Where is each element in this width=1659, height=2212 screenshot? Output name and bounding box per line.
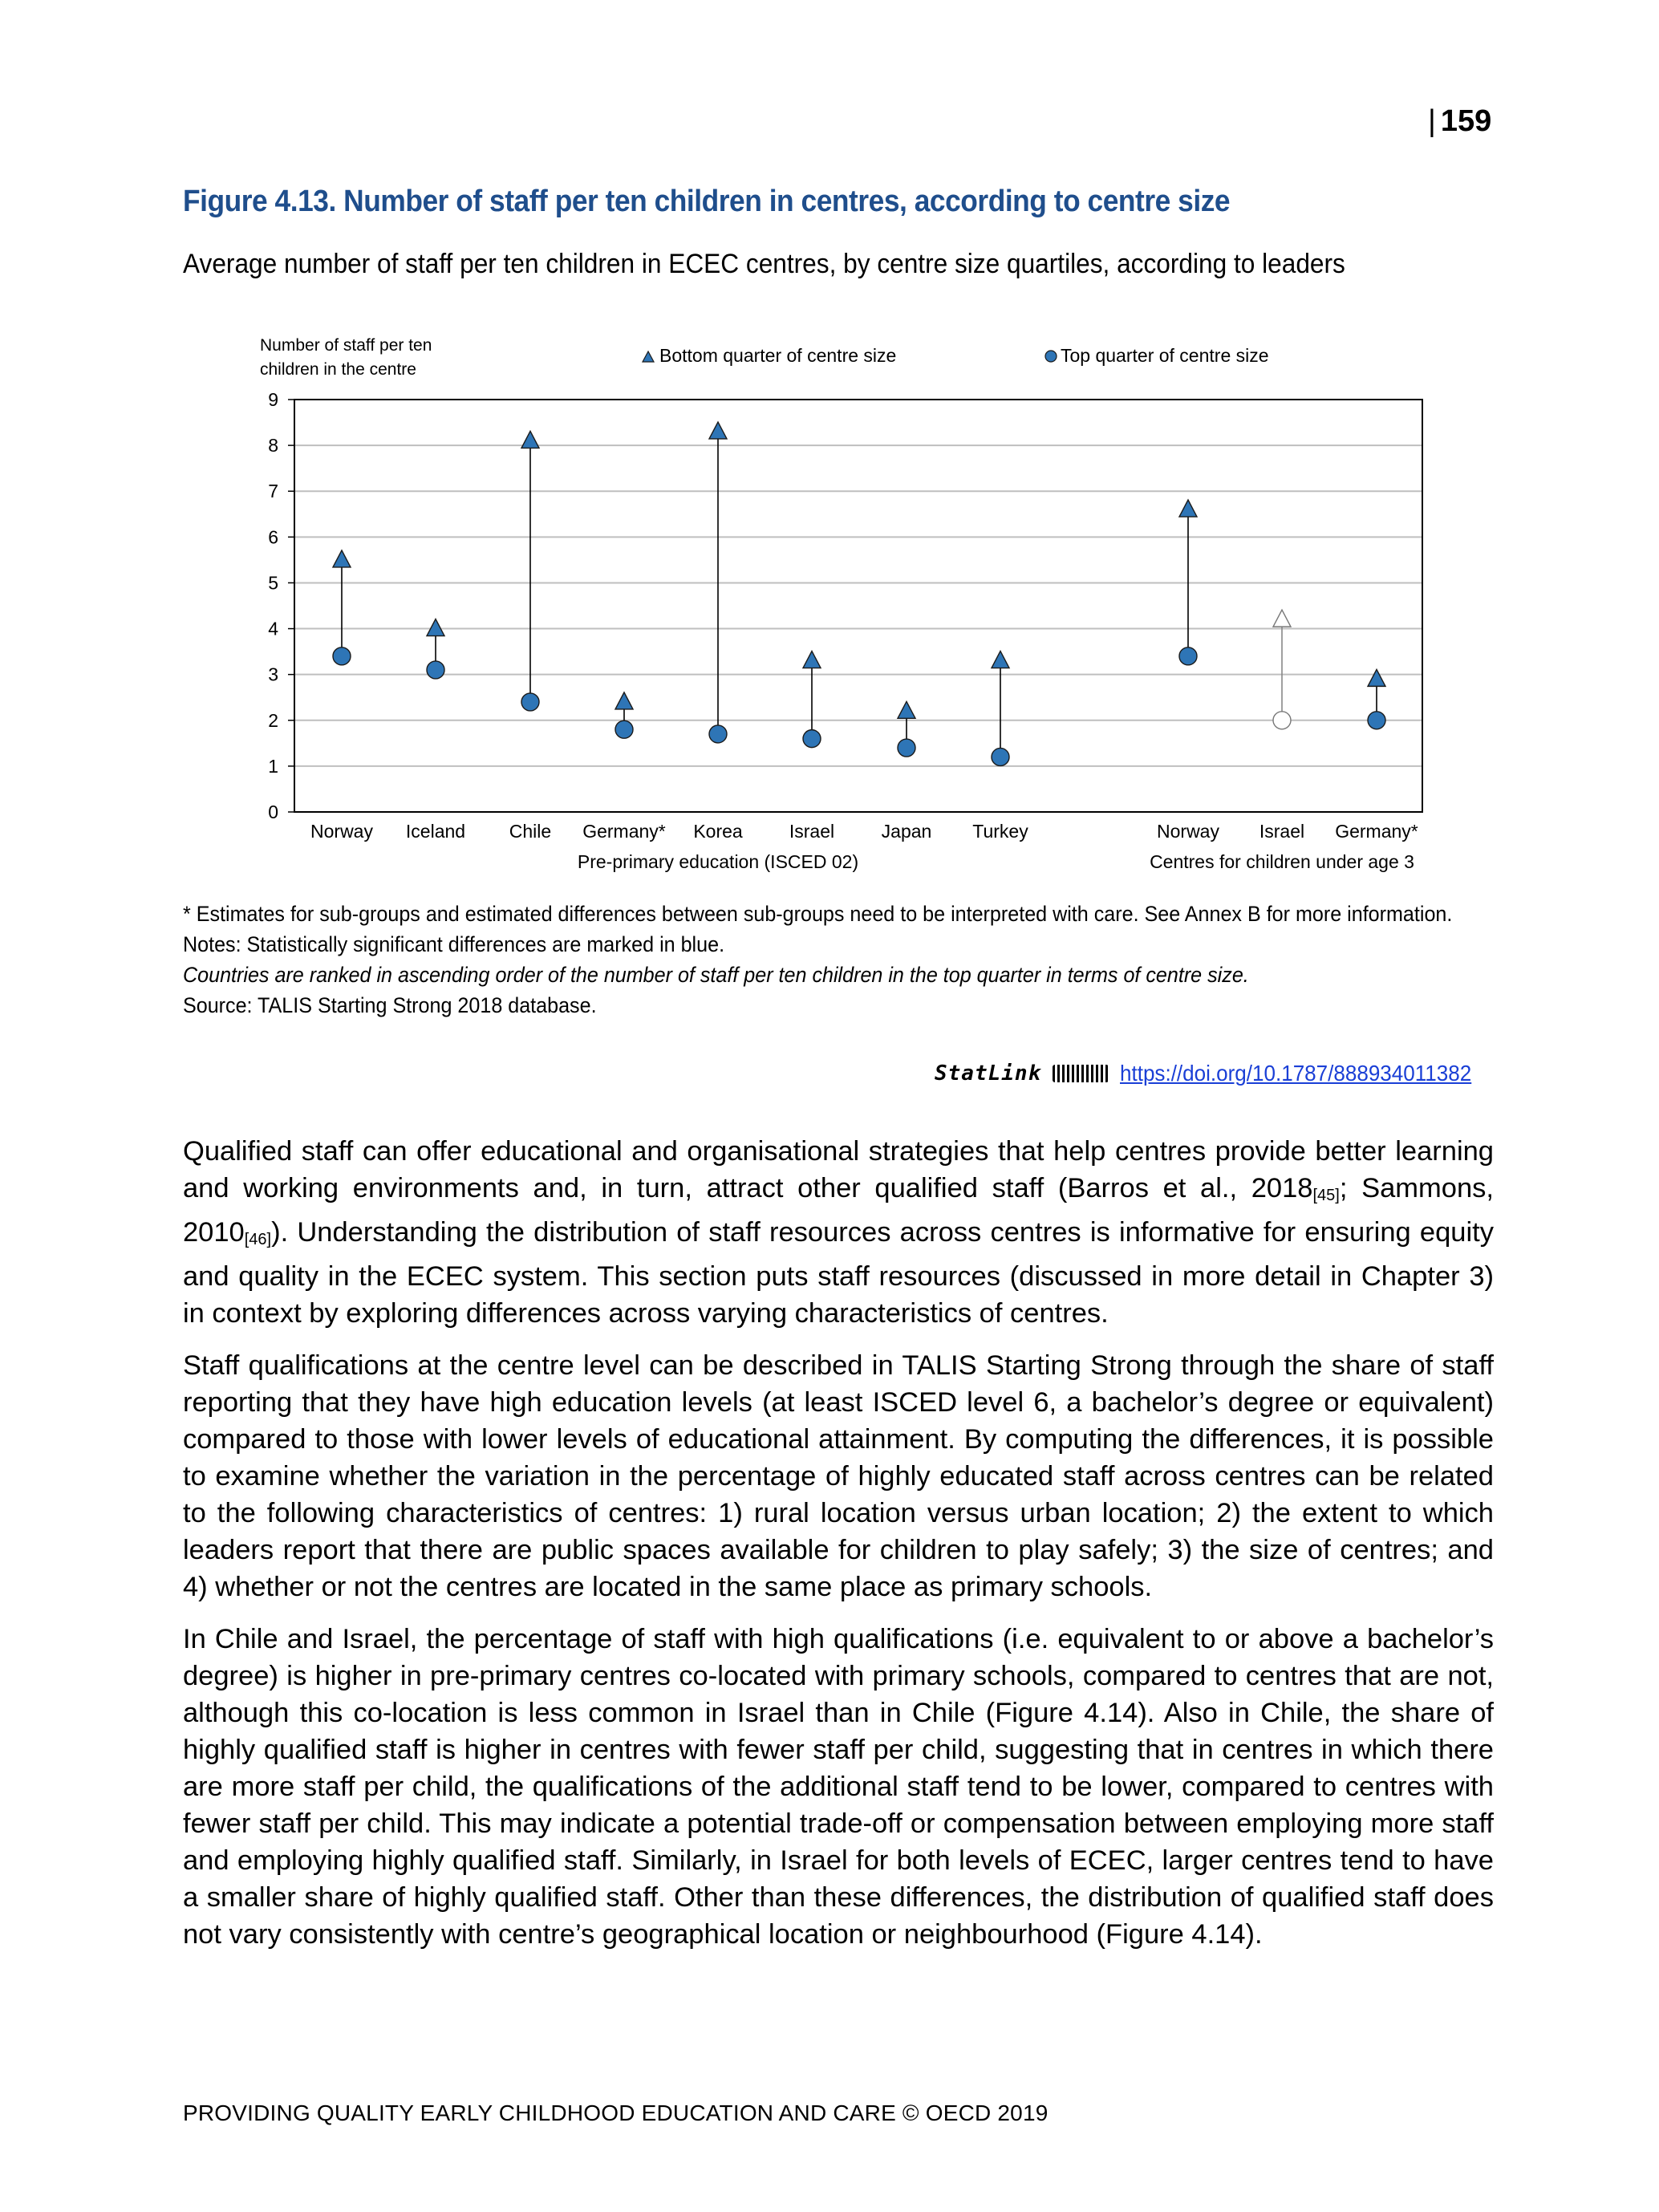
- top-quarter-marker: [1368, 712, 1385, 729]
- paragraph-3: In Chile and Israel, the percentage of staff with high qualifications (i.e. equivalent to or above a bachelor’s degree) is higher in pre-primary centres co-located with primary schools, compared to centres that are not, although this co-location is less common in Israel than in Chile (Figure 4.14). Also in Chile, the share of highly qualified staff is higher in centres with fewer staff per child, suggesting that in centres in which there are more staff per child, the qualifications of the additional staff tend to be lower, compared to centres with fewer staff per child. This may indicate a potential trade-off or compensation between employing more staff and employing highly qualified staff. Similarly, in Israel for both levels of ECEC, larger centres tend to have a smaller share of highly qualified staff. Other than these differences, the distribution of qualified staff does not vary consistently with centre’s geographical location or neighbourhood (Figure 4.14).: [183, 1624, 1494, 1950]
- body-text: [183, 1133, 1494, 1968]
- top-quarter-marker: [521, 693, 539, 711]
- x-tick-label: Germany*: [1335, 821, 1418, 842]
- y-tick-label: 5: [268, 572, 278, 594]
- legend-triangle-icon: [643, 351, 654, 362]
- x-tick-label: Korea: [693, 821, 743, 842]
- x-tick-label: Norway: [310, 821, 373, 842]
- paragraph-1: Qualified staff can offer educational and organisational strategies that help centres provide better learning and working environments and, in turn, attract other qualified staff (Barros et al., $2018_{[45]}$; Sammons, $2010_{[46]}$). Understanding the distribution of staff resources across centres is informative for ensuring equity and quality in the ECEC system. This section puts staff resources (discussed in more detail in Chapter 3) in context by exploring differences across varying characteristics of centres.: [183, 1136, 1494, 1329]
- x-tick-label: Turkey: [972, 821, 1028, 842]
- y-tick-label: 6: [268, 526, 278, 548]
- x-tick-label: Iceland: [405, 821, 466, 842]
- top-quarter-marker: [427, 661, 444, 679]
- top-quarter-marker: [1179, 647, 1197, 665]
- citation-ref[interactable]: [45]: [1312, 1187, 1340, 1204]
- y-tick-label: 9: [268, 389, 278, 410]
- figure-notes: [183, 899, 1659, 1021]
- y-axis-label: Number of staff per ten: [260, 336, 432, 355]
- staff-chart: [0, 0, 1659, 891]
- top-quarter-marker: [803, 730, 821, 748]
- top-quarter-marker: [898, 739, 915, 757]
- y-tick-label: 2: [268, 709, 278, 731]
- x-tick-label: Chile: [509, 821, 552, 842]
- y-tick-label: 3: [268, 664, 278, 685]
- bottom-quarter-marker: [803, 651, 821, 668]
- bottom-quarter-marker: [615, 692, 633, 709]
- y-axis-label: children in the centre: [260, 360, 416, 379]
- bottom-quarter-marker: [521, 431, 539, 448]
- group-label: Pre-primary education (ISCED 02): [577, 851, 859, 872]
- citation-ref[interactable]: [46]: [244, 1231, 272, 1248]
- legend-circle-icon: [1045, 351, 1057, 362]
- note-significance: Notes: Statistically significant differences are marked in blue.: [183, 932, 725, 956]
- group-label: Centres for children under age 3: [1150, 851, 1414, 872]
- top-quarter-marker: [992, 748, 1009, 765]
- plot-area: [294, 400, 1422, 812]
- legend-label: Bottom quarter of centre size: [659, 345, 897, 366]
- figure-title: Figure 4.13. Number of staff per ten children in centres, according to centre size: [183, 185, 1231, 218]
- y-tick-label: 7: [268, 481, 278, 502]
- top-quarter-marker: [709, 725, 727, 743]
- bottom-quarter-marker: [709, 422, 727, 439]
- legend-label: Top quarter of centre size: [1061, 345, 1269, 366]
- y-tick-label: 0: [268, 802, 278, 822]
- bottom-quarter-marker: [1368, 669, 1385, 686]
- bottom-quarter-marker: [1179, 500, 1197, 517]
- x-tick-label: Norway: [1157, 821, 1219, 842]
- statlink-logo: StatLink: [935, 1061, 1042, 1086]
- note-ranking: Countries are ranked in ascending order of the number of staff per ten children in the top quarter in terms of centre size.: [183, 963, 1249, 987]
- x-tick-label: Germany*: [582, 821, 666, 842]
- page-number: | 159: [1428, 104, 1492, 138]
- bottom-quarter-marker: [333, 550, 351, 567]
- bottom-quarter-marker: [992, 651, 1009, 668]
- statlink: [935, 1061, 1498, 1086]
- y-tick-label: 4: [268, 618, 278, 639]
- note-asterisk: * Estimates for sub-groups and estimated differences between sub-groups need to be interpreted with care. See Annex B for more information.: [183, 902, 1453, 926]
- bottom-quarter-marker: [1273, 610, 1291, 627]
- y-tick-label: 8: [268, 435, 278, 457]
- figure-subtitle: Average number of staff per ten children in ECEC centres, by centre size quartiles, according to leaders: [183, 249, 1345, 279]
- page-footer: PROVIDING QUALITY EARLY CHILDHOOD EDUCATION AND CARE © OECD 2019: [183, 2100, 1049, 2125]
- statlink-icon: [1053, 1065, 1109, 1082]
- x-tick-label: Japan: [881, 821, 932, 842]
- bottom-quarter-marker: [427, 619, 444, 636]
- x-tick-label: Israel: [789, 821, 835, 842]
- bottom-quarter-marker: [898, 701, 915, 718]
- top-quarter-marker: [1273, 712, 1291, 729]
- note-source: Source: TALIS Starting Strong 2018 database.: [183, 993, 597, 1017]
- x-tick-label: Israel: [1259, 821, 1305, 842]
- top-quarter-marker: [615, 720, 633, 738]
- top-quarter-marker: [333, 647, 351, 665]
- paragraph-2: Staff qualifications at the centre level can be described in TALIS Starting Strong through the share of staff reporting that they have high education levels (at least ISCED level 6, a bachelor’s degree or equivalent) compared to those with lower levels of educational attainment. By computing the differences, it is possible to examine whether the variation in the percentage of highly educated staff across centres can be related to the following characteristics of centres: 1) rural location versus urban location; 2) the extent to which leaders report that there are public spaces available for children to play safely; 3) the size of centres; and 4) whether or not the centres are located in the same place as primary schools.: [183, 1350, 1494, 1602]
- y-tick-label: 1: [268, 755, 278, 777]
- statlink-url[interactable]: https://doi.org/10.1787/888934011382: [1120, 1061, 1472, 1086]
